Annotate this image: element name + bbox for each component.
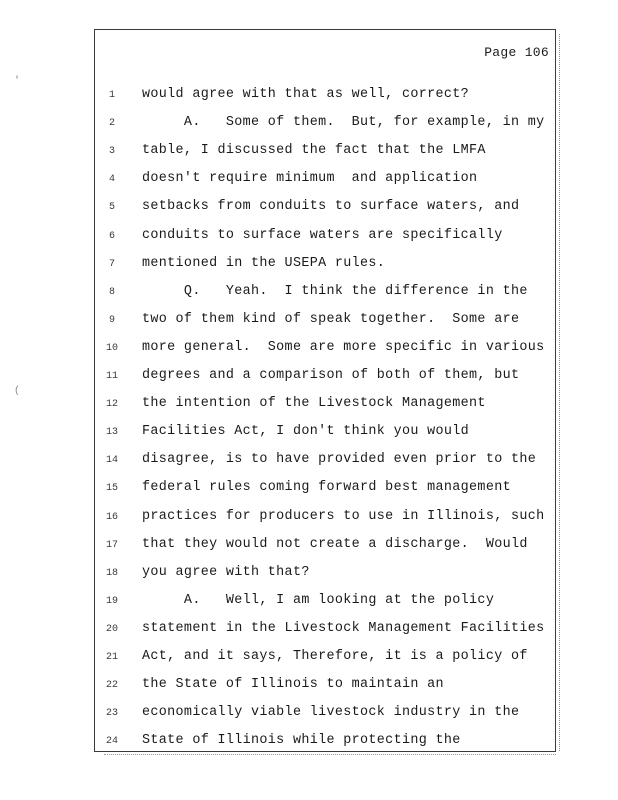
- transcript-line: [95, 171, 555, 199]
- line-number: 23: [105, 708, 118, 720]
- bottom-rule: [104, 754, 556, 755]
- line-number: 24: [105, 736, 118, 748]
- line-text: doesn't require minimum and application: [142, 171, 478, 187]
- transcript-line: [95, 677, 555, 705]
- line-text: the intention of the Livestock Management: [142, 396, 486, 412]
- line-text: State of Illinois while protecting the: [142, 733, 461, 749]
- line-number: 17: [105, 539, 118, 551]
- margin-mark-top: ': [14, 76, 21, 87]
- line-number: 5: [108, 202, 115, 214]
- line-text: table, I discussed the fact that the LMFA: [142, 143, 486, 159]
- page-number: Page 106: [484, 45, 549, 60]
- transcript-line: [95, 733, 555, 761]
- line-number: 10: [105, 342, 118, 354]
- line-number: 6: [108, 230, 115, 242]
- line-text: Act, and it says, Therefore, it is a policy of: [142, 649, 528, 664]
- line-text: economically viable livestock industry in the: [142, 705, 520, 721]
- line-text: Q. Yeah. I think the difference in the: [142, 283, 528, 299]
- transcript-line: [95, 87, 555, 115]
- line-text: conduits to surface waters are specifically: [142, 227, 503, 243]
- transcript-line: [95, 537, 555, 565]
- line-number: 11: [105, 371, 118, 382]
- line-number: 14: [105, 455, 118, 467]
- transcript-line: [95, 649, 555, 677]
- transcript-line: [95, 143, 555, 171]
- line-number: 16: [105, 511, 118, 523]
- line-text: two of them kind of speak together. Some are: [142, 311, 520, 327]
- line-text: would agree with that as well, correct?: [142, 87, 470, 102]
- line-number: 4: [108, 174, 115, 186]
- line-text: practices for producers to use in Illinois, such: [142, 508, 545, 524]
- transcript-line: [95, 312, 555, 340]
- line-number: 2: [108, 118, 115, 130]
- line-number: 8: [108, 286, 115, 298]
- transcript-line: [95, 705, 555, 733]
- transcript-line: [95, 452, 555, 480]
- transcript-line: [95, 565, 555, 593]
- transcript-line: [95, 199, 555, 227]
- line-text: degrees and a comparison of both of them, but: [142, 368, 520, 383]
- transcript-line: [95, 228, 555, 256]
- line-text: statement in the Livestock Management Facilities: [142, 620, 545, 636]
- line-number: 15: [105, 483, 118, 495]
- line-text: you agree with that?: [142, 564, 310, 580]
- transcript-line: [95, 284, 555, 312]
- line-text: that they would not create a discharge. Would: [142, 536, 528, 552]
- line-number: 7: [108, 258, 115, 270]
- line-number: 19: [105, 595, 118, 607]
- transcript-line: [95, 593, 555, 621]
- line-text: mentioned in the USEPA rules.: [142, 255, 386, 271]
- line-text: setbacks from conduits to surface waters, and: [142, 199, 520, 215]
- line-text: Facilities Act, I don't think you would: [142, 424, 470, 440]
- transcript-line: [95, 115, 555, 143]
- transcript-page: [94, 29, 556, 752]
- line-number: 22: [105, 680, 118, 692]
- transcript-line: [95, 509, 555, 537]
- line-number: 12: [105, 399, 118, 411]
- line-number: 20: [105, 623, 118, 635]
- line-text: A. Well, I am looking at the policy: [142, 592, 495, 608]
- line-text: A. Some of them. But, for example, in my: [142, 115, 545, 131]
- line-number: 9: [108, 314, 115, 326]
- transcript-line: [95, 396, 555, 424]
- line-text: the State of Illinois to maintain an: [142, 677, 444, 693]
- transcript-line: [95, 621, 555, 649]
- transcript-line: [95, 340, 555, 368]
- transcript-line: [95, 424, 555, 452]
- line-text: more general. Some are more specific in various: [142, 339, 545, 355]
- line-number: 1: [108, 90, 115, 101]
- line-text: federal rules coming forward best management: [142, 480, 511, 496]
- line-number: 13: [105, 427, 118, 439]
- transcript-line: [95, 256, 555, 284]
- line-number: 21: [105, 652, 118, 663]
- line-text: disagree, is to have provided even prior to the: [142, 452, 537, 468]
- margin-mark-middle: (: [14, 386, 21, 397]
- transcript-line: [95, 480, 555, 508]
- line-number: 18: [105, 567, 118, 579]
- line-number: 3: [108, 146, 115, 158]
- transcript-line: [95, 368, 555, 396]
